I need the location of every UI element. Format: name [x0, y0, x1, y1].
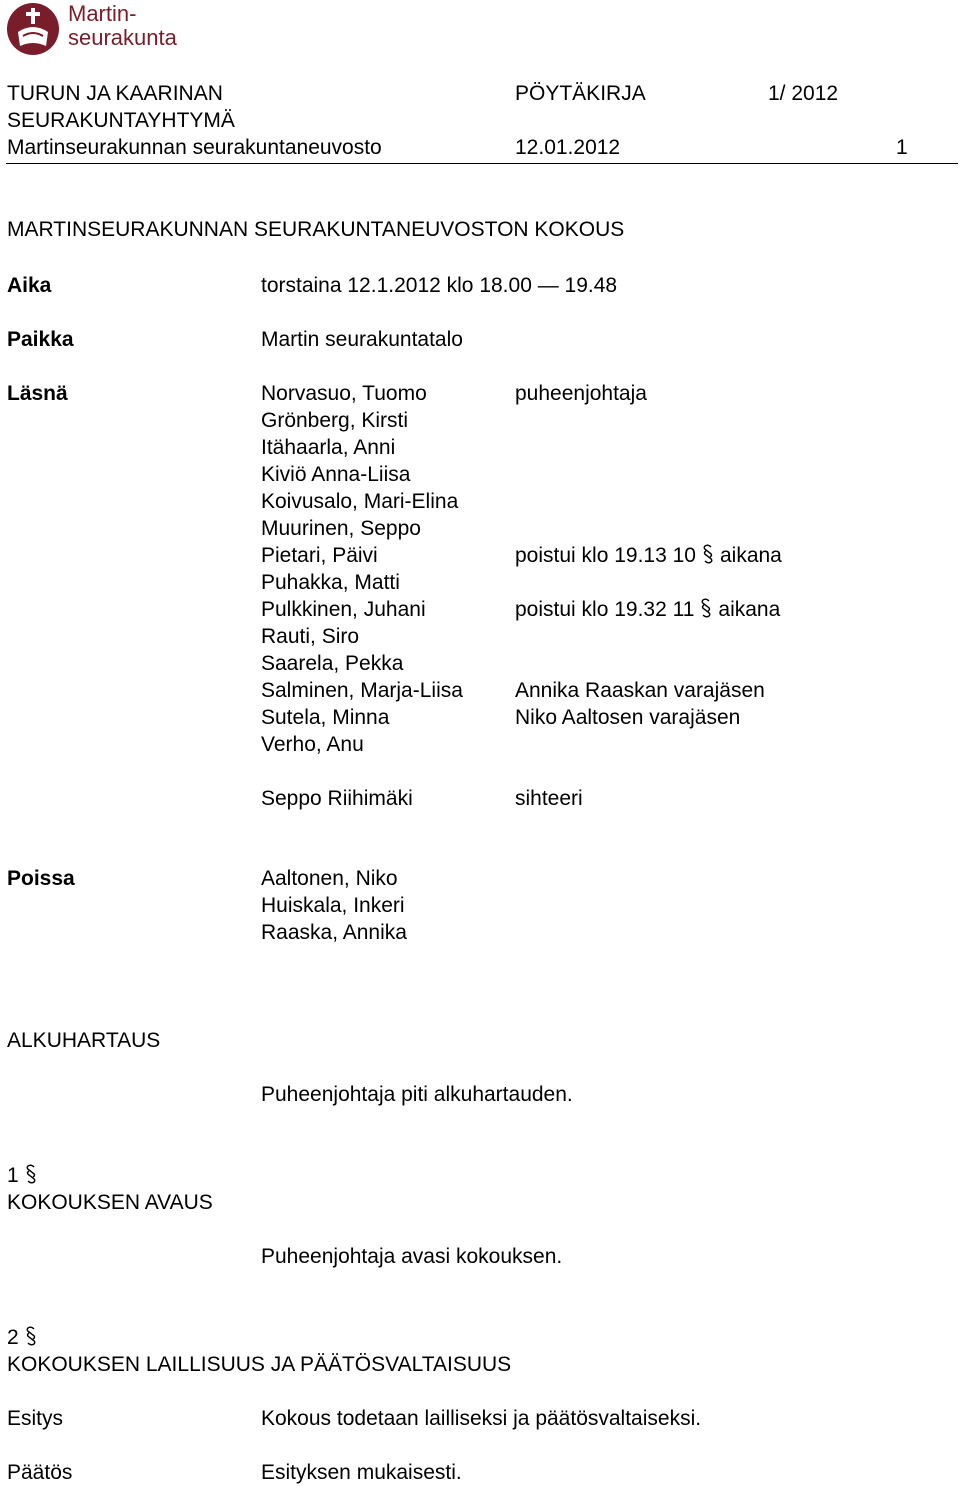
- item2-number-text: 2: [7, 1326, 19, 1349]
- paatos-text: Esityksen mukaisesti.: [261, 1461, 462, 1484]
- attendee-note: [515, 704, 740, 731]
- item2-heading: KOKOUKSEN LAILLISUUS JA PÄÄTÖSVALTAISUUS: [7, 1353, 512, 1376]
- paikka-value: Martin seurakuntatalo: [261, 328, 463, 351]
- attendee-note-text: poistui klo 19.32 11: [515, 598, 695, 621]
- attendee-note-text: puheenjohtaja: [515, 382, 647, 405]
- poissa-label: Poissa: [7, 867, 75, 890]
- aika-value: torstaina 12.1.2012 klo 18.00 — 19.48: [261, 274, 618, 297]
- esitys-label: Esitys: [7, 1407, 64, 1430]
- attendee-name: Saarela, Pekka: [261, 652, 404, 675]
- header-date: 12.01.2012: [515, 136, 621, 159]
- attendee-name: Koivusalo, Mari-Elina: [261, 490, 459, 513]
- attendee-note: [515, 596, 780, 623]
- item2-number: [7, 1324, 37, 1351]
- attendee-name: Pietari, Päivi: [261, 544, 378, 567]
- attendee-note-suffix: aikana: [718, 598, 781, 621]
- meeting-title: MARTINSEURAKUNNAN SEURAKUNTANEUVOSTON KOKOUS: [7, 218, 625, 241]
- secretary-role: sihteeri: [515, 787, 583, 810]
- attendee-name: Pulkkinen, Juhani: [261, 598, 426, 621]
- section-sign-icon: [25, 1164, 37, 1184]
- logo-line2: seurakunta: [68, 25, 177, 50]
- aika-label: Aika: [7, 274, 52, 297]
- esitys-text: Kokous todetaan lailliseksi ja päätösvaltaiseksi.: [261, 1407, 702, 1430]
- attendee-name: Kiviö Anna-Liisa: [261, 463, 411, 486]
- attendee-note-text: poistui klo 19.13 10: [515, 544, 696, 567]
- alkuhartaus-heading: ALKUHARTAUS: [7, 1029, 161, 1052]
- absent-member: Huiskala, Inkeri: [261, 894, 405, 917]
- header-body-name: Martinseurakunnan seurakuntaneuvosto: [7, 136, 382, 159]
- paikka-label: Paikka: [7, 328, 74, 351]
- attendee-note: [515, 380, 647, 407]
- attendee-note-text: Niko Aaltosen varajäsen: [515, 706, 741, 729]
- attendee-name: Norvasuo, Tuomo: [261, 382, 427, 405]
- attendee-name: Puhakka, Matti: [261, 571, 400, 594]
- attendee-name: Muurinen, Seppo: [261, 517, 421, 540]
- attendee-note: [515, 542, 782, 569]
- church-emblem-icon: [6, 2, 60, 56]
- logo-line1: Martin-: [68, 1, 137, 26]
- header-doc-type: PÖYTÄKIRJA: [515, 82, 646, 105]
- item1-number-text: 1: [7, 1164, 19, 1187]
- section-sign-icon: [25, 1326, 37, 1346]
- section-sign-icon: [702, 544, 714, 564]
- header-doc-number: 1/ 2012: [768, 82, 839, 105]
- attendee-name: Rauti, Siro: [261, 625, 360, 648]
- absent-member: Aaltonen, Niko: [261, 867, 398, 890]
- attendee-note: [515, 677, 765, 704]
- header-divider: [6, 163, 958, 164]
- secretary-name: Seppo Riihimäki: [261, 787, 413, 810]
- attendee-note-text: Annika Raaskan varajäsen: [515, 679, 765, 702]
- attendee-name: Grönberg, Kirsti: [261, 409, 409, 432]
- item1-text: Puheenjohtaja avasi kokouksen.: [261, 1245, 563, 1268]
- absent-member: Raaska, Annika: [261, 921, 407, 944]
- item1-number: [7, 1162, 37, 1189]
- alkuhartaus-text: Puheenjohtaja piti alkuhartauden.: [261, 1083, 573, 1106]
- attendee-name: Salminen, Marja-Liisa: [261, 679, 463, 702]
- attendee-name: Sutela, Minna: [261, 706, 390, 729]
- lasna-label: Läsnä: [7, 382, 68, 405]
- header-page-number: 1: [896, 136, 908, 159]
- item1-heading: KOKOUKSEN AVAUS: [7, 1191, 213, 1214]
- header-org-line1: TURUN JA KAARINAN: [7, 82, 223, 105]
- attendee-name: Verho, Anu: [261, 733, 364, 756]
- header-org-line2: SEURAKUNTAYHTYMÄ: [7, 109, 235, 132]
- parish-logo: [6, 2, 196, 58]
- attendee-note-suffix: aikana: [719, 544, 782, 567]
- logo-wordmark: [68, 2, 177, 50]
- attendee-name: Itähaarla, Anni: [261, 436, 396, 459]
- section-sign-icon: [700, 598, 712, 618]
- paatos-label: Päätös: [7, 1461, 73, 1484]
